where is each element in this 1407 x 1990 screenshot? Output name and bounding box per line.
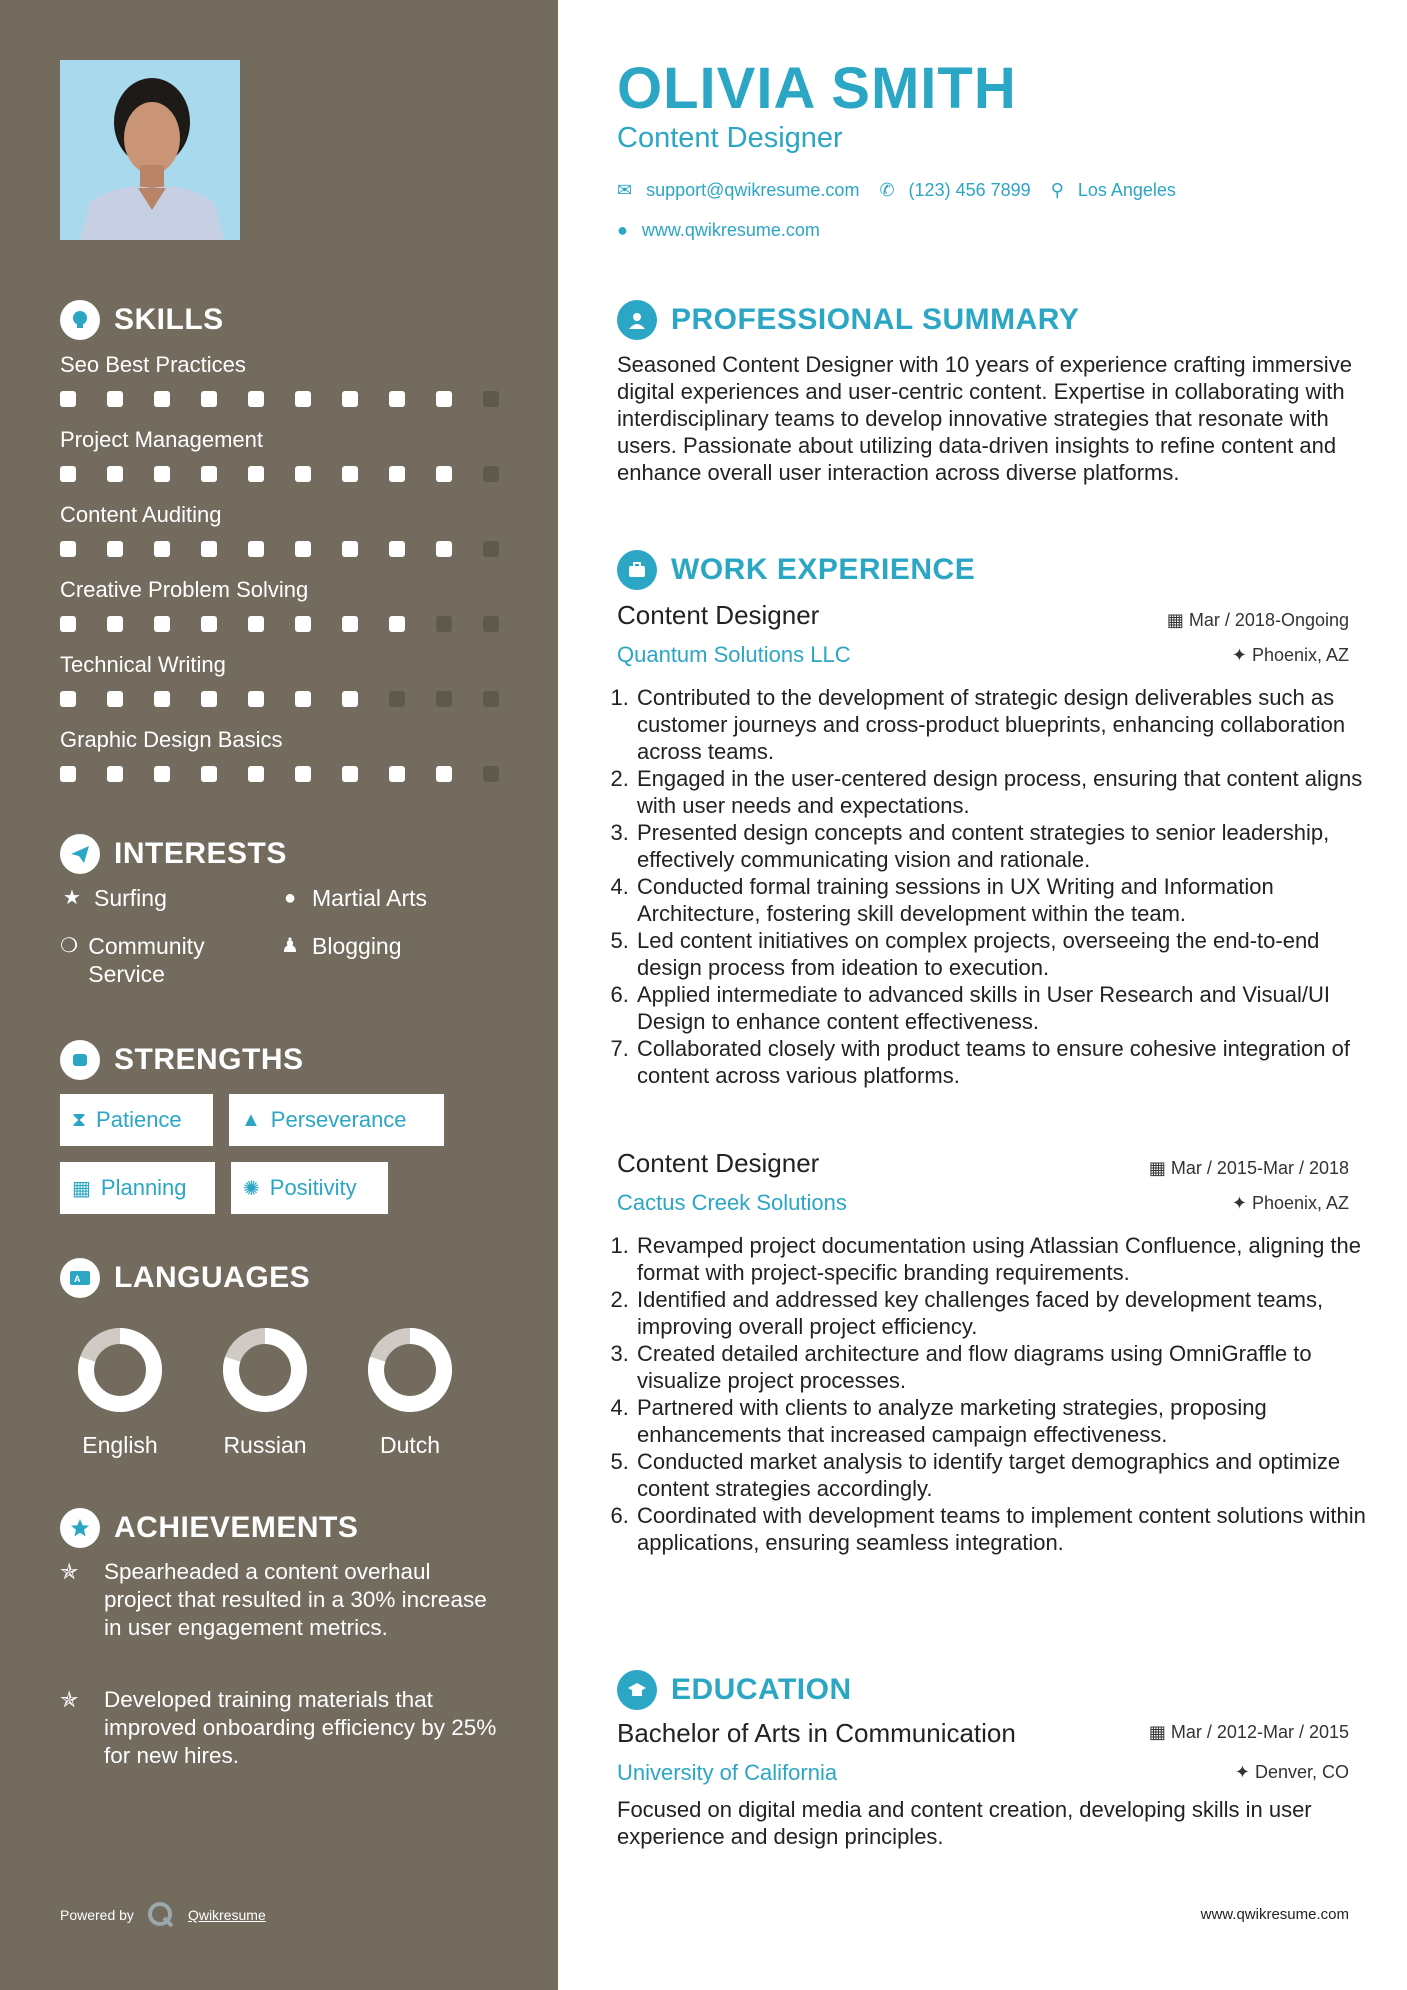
envelope-icon: ✉ [617, 180, 633, 200]
rating-dot [60, 541, 76, 557]
rating-dot [342, 541, 358, 557]
rating-dot [436, 766, 452, 782]
skill-rating [60, 616, 499, 632]
rating-dot [483, 466, 499, 482]
education-location: ✦ Denver, CO [1234, 1762, 1349, 1782]
badge-icon: ❍ [60, 935, 79, 957]
rating-dot [201, 541, 217, 557]
rating-dot [342, 616, 358, 632]
website-link[interactable]: www.qwikresume.com [641, 220, 820, 240]
rating-dot [483, 691, 499, 707]
school-name: University of California [617, 1760, 838, 1785]
rating-dot [107, 541, 123, 557]
job-bullet: 4. Partnered with clients to analyze marketing strategies, proposing enhancements that increased campaign effectiveness. [635, 1394, 1375, 1448]
briefcase-icon [617, 550, 657, 590]
rating-dot [342, 766, 358, 782]
education-dates: ▦ Mar / 2012-Mar / 2015 [1148, 1722, 1349, 1742]
language-item [205, 1326, 325, 1459]
job-bullet: 6. Coordinated with development teams to implement content solutions within applications, ensuring seamless integration. [635, 1502, 1375, 1556]
rating-dot [295, 766, 311, 782]
interest-item: ★ Surfing [60, 884, 167, 912]
powered-by: Powered by Qwikresume [60, 1900, 266, 1930]
skill-name: Project Management [60, 427, 263, 452]
rating-dot [154, 691, 170, 707]
achievement-item: ✯ Spearheaded a content overhaul project that resulted in a 30% increase in user engagement metrics. [60, 1559, 487, 1640]
website-row [617, 220, 820, 241]
job-bullet: 3. Created detailed architecture and flow diagrams using OmniGraffle to visualize project processes. [635, 1340, 1375, 1394]
skills-heading: SKILLS [60, 300, 224, 340]
rating-dot [295, 466, 311, 482]
hourglass-icon: ⧗ [72, 1108, 87, 1131]
achievement-item: ✯ Developed training materials that improved onboarding efficiency by 25% for new hires. [60, 1687, 497, 1768]
map-pin-icon: ⚲ [1050, 180, 1064, 200]
rating-dot [248, 616, 264, 632]
calendar-icon: ▦ [1166, 610, 1189, 630]
qwikresume-link[interactable]: Qwikresume [187, 1907, 266, 1923]
rating-dot [389, 541, 405, 557]
language-item [60, 1326, 180, 1459]
skill-rating [60, 391, 499, 407]
rating-dot [60, 691, 76, 707]
job-dates: ▦ Mar / 2018-Ongoing [1166, 610, 1349, 630]
strength-tag: ▦ Planning [60, 1162, 215, 1214]
rating-dot [436, 466, 452, 482]
rating-dot [389, 691, 405, 707]
phone-text: (123) 456 7899 [908, 180, 1031, 200]
rating-dot [389, 391, 405, 407]
job-bullet: 2. Identified and addressed key challenges faced by development teams, improving overall project efficiency. [635, 1286, 1375, 1340]
rating-dot [295, 391, 311, 407]
svg-text:A: A [74, 1274, 81, 1284]
job-location: ✦ Phoenix, AZ [1231, 645, 1349, 665]
summary-heading: PROFESSIONAL SUMMARY [617, 300, 1079, 340]
rating-dot [436, 691, 452, 707]
achievements-heading: ACHIEVEMENTS [60, 1508, 358, 1548]
rating-dot [154, 616, 170, 632]
interest-item: ♟ Blogging [278, 932, 402, 960]
rating-dot [154, 541, 170, 557]
rating-dot [342, 466, 358, 482]
rating-dot [201, 466, 217, 482]
rating-dot [60, 391, 76, 407]
experience-heading: WORK EXPERIENCE [617, 550, 975, 590]
interests-heading: INTERESTS [60, 834, 287, 874]
rating-dot [60, 766, 76, 782]
interest-item: ❍ Community Service [60, 933, 205, 987]
footer-site[interactable]: www.qwikresume.com [1200, 1906, 1349, 1923]
road-icon: ▲ [241, 1108, 261, 1131]
phone-icon: ✆ [879, 180, 895, 200]
pin-icon: ✦ [1234, 1762, 1255, 1782]
rating-dot [154, 391, 170, 407]
translate-icon [60, 1258, 100, 1298]
rating-dot [248, 391, 264, 407]
job-dates: ▦ Mar / 2015-Mar / 2018 [1148, 1158, 1349, 1178]
job-bullet: 5. Conducted market analysis to identify target demographics and optimize content strategies accordingly. [635, 1448, 1375, 1502]
rating-dot [154, 766, 170, 782]
strength-tag: ⧗ Patience [60, 1094, 213, 1146]
company-name: Quantum Solutions LLC [617, 642, 851, 667]
rating-dot [201, 616, 217, 632]
graduation-icon [617, 1670, 657, 1710]
star-icon: ★ [63, 887, 81, 909]
skill-name: Content Auditing [60, 502, 222, 527]
interest-item: ● Martial Arts [278, 884, 427, 912]
rating-dot [107, 391, 123, 407]
globe-icon: ● [283, 887, 297, 909]
language-donut [366, 1326, 454, 1414]
users-icon: ♟ [281, 935, 299, 957]
skill-name: Technical Writing [60, 652, 226, 677]
rating-dot [60, 616, 76, 632]
rating-dot [342, 391, 358, 407]
rating-dot [483, 766, 499, 782]
star-burst-icon: ✯ [60, 1687, 79, 1712]
lightbulb-icon [60, 300, 100, 340]
candidate-title: Content Designer [617, 122, 843, 154]
language-name: Dutch [379, 1432, 441, 1458]
job-bullet: 1. Revamped project documentation using Atlassian Confluence, aligning the format with project-specific branding requirements. [635, 1232, 1375, 1286]
star-burst-icon: ✯ [60, 1559, 79, 1584]
rating-dot [201, 766, 217, 782]
globe-icon: ● [617, 220, 628, 240]
rating-dot [295, 541, 311, 557]
language-item [350, 1326, 470, 1459]
job-bullet: 3. Presented design concepts and content strategies to senior leadership, effectively communicating vision and rationale. [635, 819, 1375, 873]
calendar-icon: ▦ [1148, 1722, 1171, 1742]
summary-text: Seasoned Content Designer with 10 years of experience crafting immersive digital experiences and user-centric content. Expertise in collaborating with interdisciplinary teams to develop innovative strategies that resonate with users. Passionate about utilizing data-driven insights to refine content and enhance overall user interaction across diverse platforms. [617, 352, 1352, 485]
strengths-heading: STRENGTHS [60, 1040, 304, 1080]
strength-tag: ✺ Positivity [231, 1162, 388, 1214]
pin-icon: ✦ [1231, 1193, 1252, 1213]
rating-dot [436, 391, 452, 407]
rating-dot [389, 766, 405, 782]
candidate-name: OLIVIA SMITH [617, 56, 1017, 121]
company-name: Cactus Creek Solutions [617, 1190, 847, 1215]
pin-icon: ✦ [1231, 645, 1252, 665]
avatar [60, 60, 240, 240]
job-bullet: 6. Applied intermediate to advanced skills in User Research and Visual/UI Design to enhance content effectiveness. [635, 981, 1375, 1035]
job-location: ✦ Phoenix, AZ [1231, 1193, 1349, 1213]
sun-icon: ✺ [243, 1177, 260, 1200]
rating-dot [483, 391, 499, 407]
calendar-icon: ▦ [1148, 1158, 1171, 1178]
contact-row [617, 180, 1176, 201]
rating-dot [107, 766, 123, 782]
job-title: Content Designer [617, 1148, 820, 1178]
paper-plane-icon [60, 834, 100, 874]
trophy-star-icon [60, 1508, 100, 1548]
rating-dot [60, 466, 76, 482]
calendar-icon: ▦ [72, 1177, 91, 1200]
job-bullet: 4. Conducted formal training sessions in UX Writing and Information Architecture, fostering skill development within the team. [635, 873, 1375, 927]
skill-name: Creative Problem Solving [60, 577, 309, 602]
rating-dot [201, 691, 217, 707]
profile-photo [60, 60, 240, 240]
rating-dot [107, 691, 123, 707]
education-heading: EDUCATION [617, 1670, 852, 1710]
rating-dot [436, 616, 452, 632]
rating-dot [389, 466, 405, 482]
rating-dot [248, 691, 264, 707]
rating-dot [154, 466, 170, 482]
language-donut [221, 1326, 309, 1414]
language-name: English [82, 1432, 158, 1458]
rating-dot [389, 616, 405, 632]
job-bullet: 1. Contributed to the development of strategic design deliverables such as customer journeys and cross-product blueprints, enhancing collaboration across teams. [635, 684, 1375, 765]
skill-name: Seo Best Practices [60, 352, 246, 377]
rating-dot [295, 616, 311, 632]
job-bullet: 5. Led content initiatives on complex projects, overseeing the end-to-end design process from ideation to execution. [635, 927, 1375, 981]
rating-dot [248, 766, 264, 782]
degree-title: Bachelor of Arts in Communication [617, 1718, 1016, 1748]
qwikresume-logo-icon [146, 1900, 176, 1930]
rating-dot [248, 541, 264, 557]
job-bullet: 7. Collaborated closely with product teams to ensure cohesive integration of content across various platforms. [635, 1035, 1375, 1089]
rating-dot [483, 541, 499, 557]
education-description: Focused on digital media and content creation, developing skills in user experience and design principles. [617, 1797, 1312, 1849]
job-bullets [617, 1232, 1375, 1556]
skill-rating [60, 466, 499, 482]
job-bullet: 2. Engaged in the user-centered design process, ensuring that content aligns with user needs and expectations. [635, 765, 1375, 819]
rating-dot [436, 541, 452, 557]
rating-dot [483, 616, 499, 632]
job-title: Content Designer [617, 600, 820, 630]
fist-icon [60, 1040, 100, 1080]
language-name: Russian [223, 1432, 307, 1458]
rating-dot [248, 466, 264, 482]
skill-name: Graphic Design Basics [60, 727, 283, 752]
strength-tag: ▲ Perseverance [229, 1094, 444, 1146]
languages-heading: A LANGUAGES [60, 1258, 310, 1298]
skill-rating [60, 541, 499, 557]
location-text: Los Angeles [1077, 180, 1176, 200]
language-donut [76, 1326, 164, 1414]
skill-rating [60, 691, 499, 707]
rating-dot [295, 691, 311, 707]
user-icon [617, 300, 657, 340]
rating-dot [201, 391, 217, 407]
email-link[interactable]: support@qwikresume.com [646, 180, 860, 200]
job-bullets [617, 684, 1375, 1089]
sidebar [0, 0, 558, 1990]
rating-dot [107, 466, 123, 482]
rating-dot [107, 616, 123, 632]
skill-rating [60, 766, 499, 782]
rating-dot [342, 691, 358, 707]
